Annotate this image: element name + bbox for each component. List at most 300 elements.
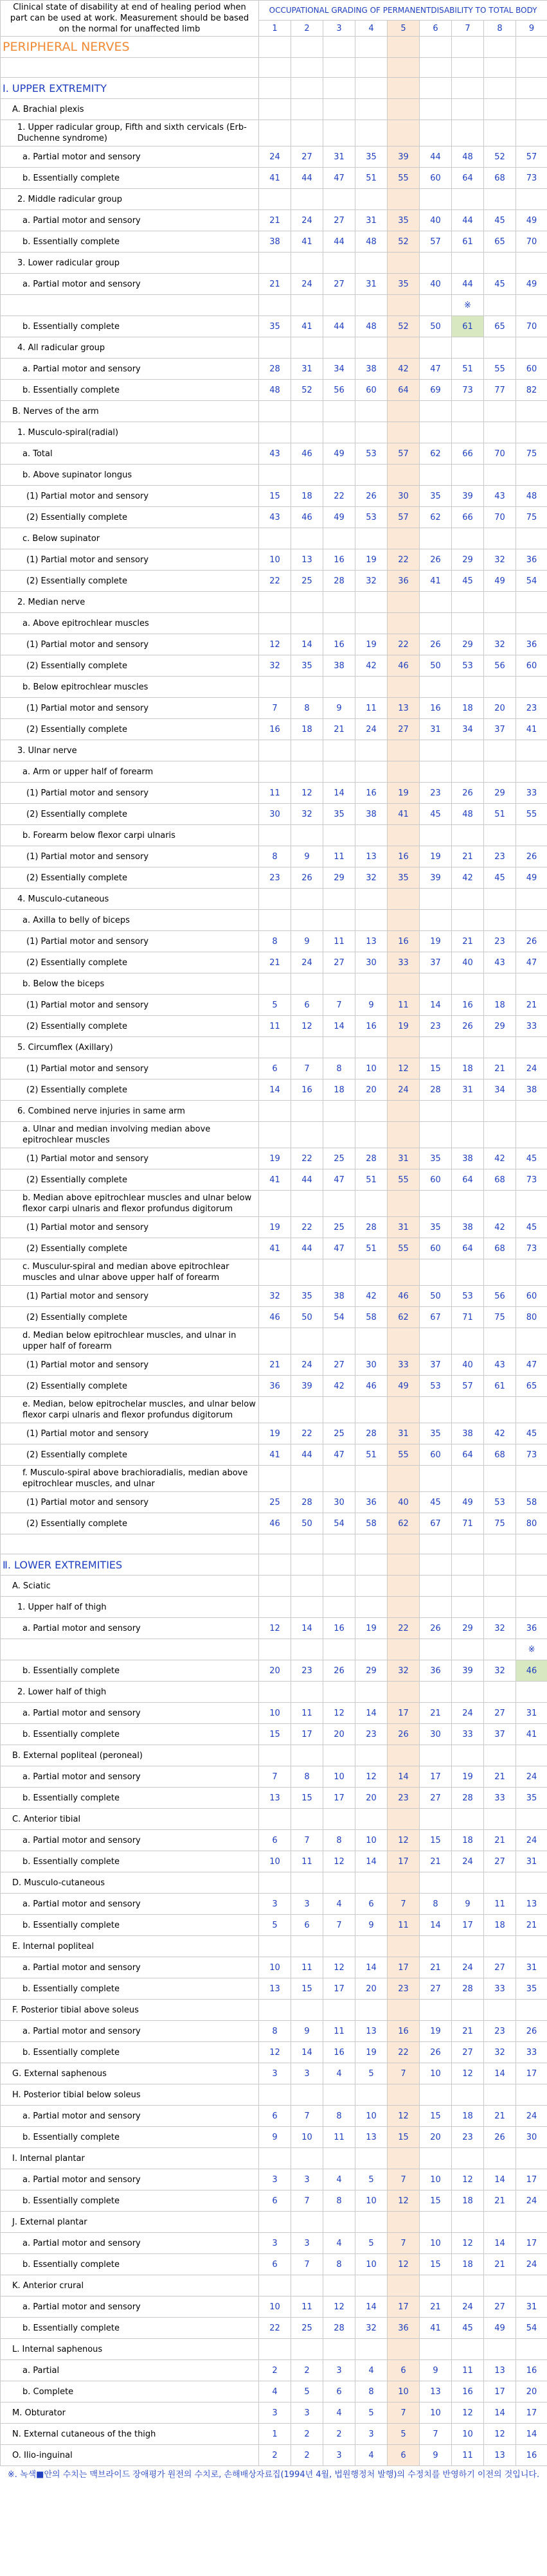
table-row (1, 1376, 547, 1397)
grade-value-cell: 68 (484, 1169, 516, 1191)
clinical-state-header: Clinical state of disability at end of healing period when part can be used at work. Measurement should be based on the normal for unaffected limb (1, 1, 259, 37)
grade-value-cell: 51 (355, 1169, 388, 1191)
empty-cell (323, 825, 355, 846)
grade-value-cell: 24 (452, 1851, 484, 1872)
empty-cell (259, 1534, 291, 1554)
empty-cell (388, 2339, 420, 2360)
grade-value-cell: 26 (355, 486, 388, 507)
grade-value-cell: 7 (259, 1766, 291, 1788)
empty-cell (420, 1554, 452, 1576)
empty-cell (355, 761, 388, 783)
empty-cell (355, 422, 388, 443)
empty-cell (452, 761, 484, 783)
grade-value-cell: 14 (323, 1016, 355, 1037)
row-label: M. Obturator (1, 2403, 259, 2424)
row-label: (2) Essentially complete (1, 1513, 259, 1534)
empty-cell (259, 2339, 291, 2360)
grade-value-cell: 32 (355, 571, 388, 592)
grade-value-cell: 7 (291, 2254, 323, 2275)
table-row (1, 2296, 547, 2318)
empty-cell (420, 1466, 452, 1492)
grade-value-cell: 16 (291, 1079, 323, 1101)
empty-cell (452, 740, 484, 761)
grade-value-cell: 42 (484, 1217, 516, 1238)
grade-value-cell: 17 (516, 2233, 547, 2254)
empty-cell (516, 1259, 547, 1286)
table-row (1, 634, 547, 655)
empty-cell (355, 2148, 388, 2169)
table-row (1, 486, 547, 507)
grade-value-cell: 30 (516, 2127, 547, 2148)
empty-cell (420, 528, 452, 549)
grade-value-cell: 14 (259, 1079, 291, 1101)
row-label: B. Nerves of the arm (1, 401, 259, 422)
empty-cell (420, 1101, 452, 1122)
empty-cell (259, 1597, 291, 1618)
grade-value-cell: 3 (291, 2169, 323, 2190)
table-row (1, 952, 547, 973)
grade-value-cell: 11 (323, 2127, 355, 2148)
empty-cell (355, 99, 388, 120)
grade-value-cell: 41 (259, 168, 291, 189)
empty-cell (259, 740, 291, 761)
grade-value-cell: 8 (323, 2106, 355, 2127)
table-row (1, 1618, 547, 1639)
table-row (1, 889, 547, 910)
empty-cell (484, 337, 516, 359)
table-row (1, 231, 547, 253)
empty-cell (355, 78, 388, 99)
grade-value-cell: 18 (452, 1830, 484, 1851)
empty-cell (452, 825, 484, 846)
row-label: b. Below the biceps (1, 973, 259, 995)
grade-value-cell: 8 (323, 1830, 355, 1851)
grade-value-cell: 30 (259, 804, 291, 825)
grade-value-cell: 22 (291, 1217, 323, 1238)
grade-value-cell: 24 (452, 1703, 484, 1724)
empty-cell (484, 1597, 516, 1618)
empty-cell (420, 37, 452, 58)
grade-value-cell: 16 (323, 634, 355, 655)
grade-value-cell: 60 (420, 1169, 452, 1191)
empty-cell (291, 37, 323, 58)
empty-cell (259, 401, 291, 422)
grade-value-cell: 82 (516, 380, 547, 401)
grade-value-cell: 10 (420, 2169, 452, 2190)
empty-cell (323, 1745, 355, 1766)
empty-cell (291, 465, 323, 486)
grade-value-cell: 25 (323, 1423, 355, 1444)
grade-value-cell: 44 (291, 1169, 323, 1191)
grade-value-cell: 58 (355, 1307, 388, 1328)
row-label: (1) Partial motor and sensory (1, 1423, 259, 1444)
empty-cell (388, 465, 420, 486)
grade-value-cell: 17 (388, 1851, 420, 1872)
grade-value-cell: 27 (323, 210, 355, 231)
grade-value-cell: 45 (452, 2318, 484, 2339)
table-row (1, 295, 547, 316)
row-label: K. Anterior crural (1, 2275, 259, 2296)
table-row (1, 2021, 547, 2042)
grade-value-cell: 18 (323, 1079, 355, 1101)
grade-value-cell: 7 (259, 698, 291, 719)
grade-value-cell: 48 (516, 486, 547, 507)
row-label: (2) Essentially complete (1, 1307, 259, 1328)
empty-cell (1, 58, 259, 78)
empty-cell (388, 761, 420, 783)
grade-value-cell: 12 (388, 2190, 420, 2212)
empty-cell (355, 528, 388, 549)
empty-cell (452, 422, 484, 443)
empty-cell (452, 2339, 484, 2360)
grade-value-cell: 46 (388, 655, 420, 677)
empty-cell (516, 1872, 547, 1894)
grade-value-cell: 17 (516, 2403, 547, 2424)
row-label: (2) Essentially complete (1, 804, 259, 825)
grade-value-cell: 6 (259, 2254, 291, 2275)
empty-cell (388, 1122, 420, 1148)
empty-cell (420, 2148, 452, 2169)
grade-value-cell: 62 (420, 443, 452, 465)
empty-cell (484, 1745, 516, 1766)
empty-cell (516, 1809, 547, 1830)
grade-value-cell: 27 (420, 1788, 452, 1809)
grade-value-cell: 70 (516, 231, 547, 253)
empty-cell (388, 889, 420, 910)
grade-value-cell: 37 (484, 719, 516, 740)
empty-cell (355, 1576, 388, 1597)
grade-value-cell: 12 (388, 1058, 420, 1079)
empty-cell (420, 613, 452, 634)
row-label: (2) Essentially complete (1, 867, 259, 889)
grade-value-cell: 15 (420, 1058, 452, 1079)
grade-value-cell: 49 (452, 1492, 484, 1513)
grade-value-cell: 35 (516, 1978, 547, 2000)
table-row (1, 359, 547, 380)
grade-value-cell: 20 (484, 698, 516, 719)
empty-cell (420, 1745, 452, 1766)
empty-cell (259, 189, 291, 210)
row-label: a. Above epitrochlear muscles (1, 613, 259, 634)
grade-value-cell: 69 (420, 380, 452, 401)
row-label: a. Partial motor and sensory (1, 2106, 259, 2127)
empty-cell (452, 401, 484, 422)
empty-cell (516, 422, 547, 443)
empty-cell (291, 2339, 323, 2360)
row-label: B. External popliteal (peroneal) (1, 1745, 259, 1766)
table-row (1, 1191, 547, 1217)
table-row (1, 1217, 547, 1238)
grade-value-cell: 14 (323, 783, 355, 804)
empty-cell (388, 825, 420, 846)
empty-cell (259, 1639, 291, 1660)
grade-value-cell: 24 (291, 952, 323, 973)
grade-value-cell: 19 (355, 2042, 388, 2063)
grade-value-cell: 37 (420, 1355, 452, 1376)
grade-value-cell: 2 (291, 2445, 323, 2466)
empty-cell (516, 2339, 547, 2360)
empty-cell (388, 253, 420, 274)
table-row (1, 867, 547, 889)
empty-cell (388, 1397, 420, 1423)
grade-value-cell: 3 (323, 2360, 355, 2381)
grade-value-cell: 16 (355, 1016, 388, 1037)
table-row (1, 465, 547, 486)
grade-value-cell: 45 (516, 1148, 547, 1169)
grade-value-cell: 6 (388, 2445, 420, 2466)
row-label: J. External plantar (1, 2212, 259, 2233)
grade-value-cell: 27 (484, 2296, 516, 2318)
grade-value-cell: 36 (355, 1492, 388, 1513)
row-label: I. Internal plantar (1, 2148, 259, 2169)
grade-value-cell: 55 (388, 168, 420, 189)
empty-cell (388, 422, 420, 443)
grade-value-cell: 23 (388, 1978, 420, 2000)
grade-value-cell: 24 (516, 2190, 547, 2212)
grade-value-cell: 35 (420, 486, 452, 507)
table-row (1, 58, 547, 78)
grade-value-cell: 52 (484, 147, 516, 168)
grade-value-cell: 41 (291, 231, 323, 253)
empty-cell (355, 1259, 388, 1286)
row-label: O. Ilio-inguinal (1, 2445, 259, 2466)
grade-value-cell: 46 (291, 443, 323, 465)
grade-value-cell: 23 (291, 1660, 323, 1682)
table-row (1, 1355, 547, 1376)
grade-value-cell: 15 (420, 2106, 452, 2127)
grade-value-cell: 35 (516, 1788, 547, 1809)
grade-value-cell: 40 (420, 210, 452, 231)
empty-cell (259, 1936, 291, 1957)
grade-value-cell: 2 (259, 2360, 291, 2381)
grade-value-cell: 51 (452, 359, 484, 380)
grade-value-cell: 36 (259, 1376, 291, 1397)
grade-value-cell: 22 (388, 549, 420, 571)
empty-cell (355, 1682, 388, 1703)
grade-value-cell: 7 (388, 2403, 420, 2424)
row-label: a. Ulnar and median involving median above epitrochlear muscles (1, 1122, 259, 1148)
empty-cell (484, 2084, 516, 2106)
empty-cell (355, 1809, 388, 1830)
table-row (1, 2318, 547, 2339)
grade-value-cell: 10 (355, 2254, 388, 2275)
empty-cell (323, 2212, 355, 2233)
row-label: (2) Essentially complete (1, 1238, 259, 1259)
grade-value-cell: 42 (323, 1376, 355, 1397)
table-row (1, 549, 547, 571)
grade-value-cell: 33 (484, 1978, 516, 2000)
table-row (1, 1466, 547, 1492)
table-row (1, 571, 547, 592)
row-label: a. Partial motor and sensory (1, 2169, 259, 2190)
table-row (1, 783, 547, 804)
grade-value-cell: 46 (259, 1307, 291, 1328)
grade-value-cell: 57 (452, 1376, 484, 1397)
empty-cell (388, 1554, 420, 1576)
empty-cell (452, 2275, 484, 2296)
grade-number-header: 7 (452, 21, 484, 37)
row-label: b. Essentially complete (1, 2318, 259, 2339)
grade-value-cell: 44 (291, 1444, 323, 1466)
grade-value-cell: 42 (452, 867, 484, 889)
grade-value-cell: 30 (388, 486, 420, 507)
empty-cell (323, 1809, 355, 1830)
table-row (1, 1328, 547, 1355)
empty-cell (420, 592, 452, 613)
grade-value-cell: 48 (259, 380, 291, 401)
grade-value-cell: 1 (259, 2424, 291, 2445)
grade-value-cell: 3 (291, 1894, 323, 1915)
grade-value-cell: 38 (452, 1148, 484, 1169)
grade-value-cell: 42 (388, 359, 420, 380)
row-label: (1) Partial motor and sensory (1, 549, 259, 571)
grade-value-cell: 24 (291, 1355, 323, 1376)
grade-value-cell: 11 (355, 698, 388, 719)
grade-value-cell: 35 (420, 1423, 452, 1444)
table-row (1, 1809, 547, 1830)
empty-cell (323, 677, 355, 698)
grade-value-cell: 31 (323, 147, 355, 168)
grade-value-cell: 7 (323, 1915, 355, 1936)
table-row (1, 2233, 547, 2254)
table-row (1, 740, 547, 761)
empty-cell (1, 295, 259, 316)
grade-value-cell: 19 (420, 2021, 452, 2042)
row-label: a. Axilla to belly of biceps (1, 910, 259, 931)
grade-value-cell: 38 (355, 804, 388, 825)
grade-value-cell: 3 (291, 2233, 323, 2254)
grade-value-cell: 2 (323, 2424, 355, 2445)
grade-value-cell: 60 (516, 1286, 547, 1307)
table-row (1, 443, 547, 465)
empty-cell (323, 99, 355, 120)
grade-value-cell: 22 (388, 1618, 420, 1639)
grade-value-cell: 64 (452, 1238, 484, 1259)
empty-cell (452, 1639, 484, 1660)
empty-cell (388, 1534, 420, 1554)
empty-cell (291, 337, 323, 359)
empty-cell (516, 1122, 547, 1148)
grade-value-cell: 20 (516, 2381, 547, 2403)
table-body (1, 37, 547, 2466)
grade-value-cell: 21 (484, 1830, 516, 1851)
grade-value-cell: 54 (323, 1513, 355, 1534)
grade-value-cell: 11 (323, 2021, 355, 2042)
grade-value-cell: 75 (516, 507, 547, 528)
table-row (1, 1307, 547, 1328)
empty-cell (420, 337, 452, 359)
grade-value-cell: 20 (420, 2127, 452, 2148)
grade-value-cell: 47 (323, 1444, 355, 1466)
table-row (1, 1830, 547, 1851)
grade-value-cell: 46 (516, 1660, 547, 1682)
grade-value-cell: 24 (516, 1058, 547, 1079)
grade-value-cell: 17 (516, 2063, 547, 2084)
grade-value-cell: 8 (259, 846, 291, 867)
empty-cell (355, 1554, 388, 1576)
empty-cell (420, 1122, 452, 1148)
empty-cell (323, 337, 355, 359)
grade-value-cell: 42 (484, 1423, 516, 1444)
row-label: (1) Partial motor and sensory (1, 1492, 259, 1513)
empty-cell (484, 1872, 516, 1894)
grade-value-cell: 38 (323, 1286, 355, 1307)
empty-cell (323, 1576, 355, 1597)
grade-value-cell: 36 (420, 1660, 452, 1682)
grade-value-cell: 11 (291, 1703, 323, 1724)
grade-value-cell: 4 (323, 2403, 355, 2424)
empty-cell (388, 1466, 420, 1492)
empty-cell (516, 740, 547, 761)
empty-cell (259, 613, 291, 634)
grade-value-cell: 21 (420, 1851, 452, 1872)
empty-cell (420, 1639, 452, 1660)
grade-value-cell: 27 (388, 719, 420, 740)
grade-value-cell: 43 (259, 443, 291, 465)
grade-value-cell: 45 (484, 210, 516, 231)
grade-value-cell: 28 (452, 1978, 484, 2000)
grade-value-cell: 14 (484, 2169, 516, 2190)
grade-value-cell: 44 (452, 274, 484, 295)
grade-value-cell: 46 (355, 1376, 388, 1397)
grade-value-cell: 13 (355, 846, 388, 867)
empty-cell (452, 99, 484, 120)
empty-cell (420, 889, 452, 910)
grade-value-cell: 3 (291, 2063, 323, 2084)
row-label: (1) Partial motor and sensory (1, 931, 259, 952)
empty-cell (420, 2212, 452, 2233)
grade-value-cell: 10 (259, 1957, 291, 1978)
row-label: a. Partial motor and sensory (1, 1957, 259, 1978)
grade-value-cell: 31 (355, 274, 388, 295)
empty-cell (388, 677, 420, 698)
grade-value-cell: 10 (355, 1830, 388, 1851)
empty-cell (259, 1259, 291, 1286)
empty-cell (420, 2275, 452, 2296)
grade-number-header: 1 (259, 21, 291, 37)
grade-value-cell: 10 (355, 1058, 388, 1079)
empty-cell (484, 1936, 516, 1957)
table-row (1, 1745, 547, 1766)
empty-cell (291, 1682, 323, 1703)
grade-value-cell: 32 (291, 804, 323, 825)
grade-value-cell: 26 (516, 2021, 547, 2042)
grade-value-cell: 12 (484, 2424, 516, 2445)
row-label: b. Essentially complete (1, 2042, 259, 2063)
grade-value-cell: 21 (259, 274, 291, 295)
grade-value-cell: 53 (452, 1286, 484, 1307)
grade-value-cell: 16 (323, 2042, 355, 2063)
grade-value-cell: 23 (484, 931, 516, 952)
empty-cell (388, 37, 420, 58)
grade-value-cell: 35 (388, 210, 420, 231)
empty-cell (484, 1809, 516, 1830)
row-label: (2) Essentially complete (1, 1079, 259, 1101)
empty-cell (452, 120, 484, 147)
grade-value-cell: 73 (516, 168, 547, 189)
empty-cell (484, 2148, 516, 2169)
empty-cell (388, 2000, 420, 2021)
grade-number-header: 2 (291, 21, 323, 37)
empty-cell (355, 825, 388, 846)
grade-value-cell: 51 (355, 1444, 388, 1466)
grade-value-cell: 7 (291, 1830, 323, 1851)
grade-value-cell: 45 (484, 274, 516, 295)
grade-value-cell: 10 (259, 1851, 291, 1872)
empty-cell (355, 1466, 388, 1492)
empty-cell (452, 1466, 484, 1492)
empty-cell (355, 1122, 388, 1148)
